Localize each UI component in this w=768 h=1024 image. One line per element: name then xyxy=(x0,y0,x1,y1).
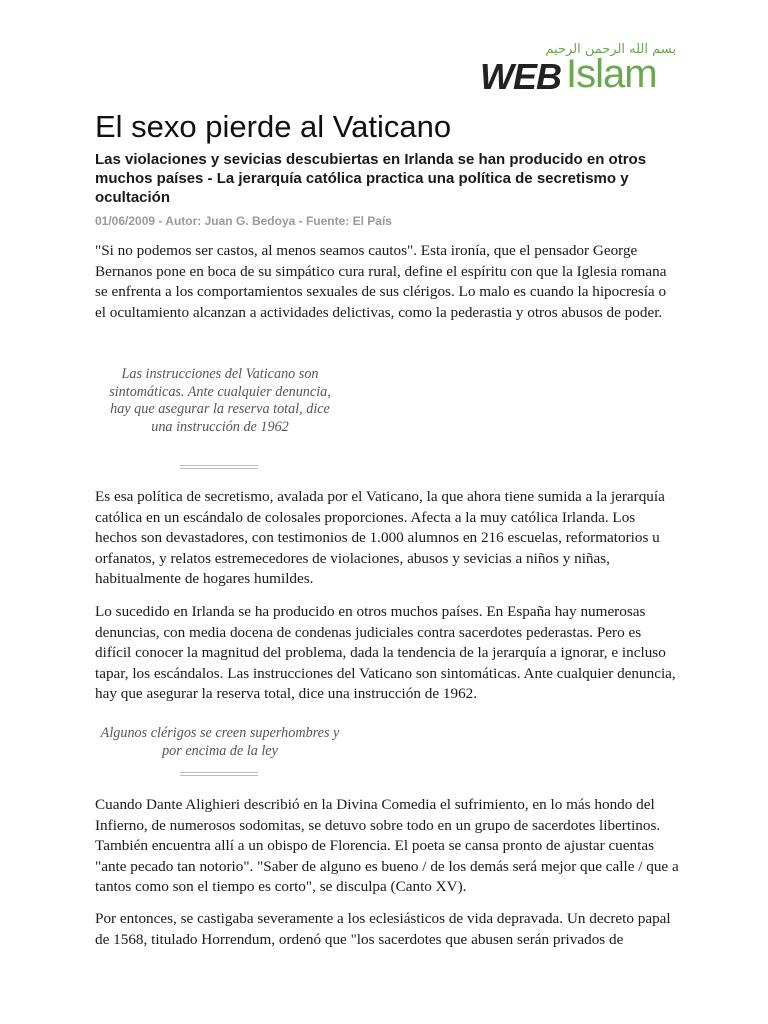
pull-quote: Las instrucciones del Vaticano son sintomáticas. Ante cualquier denuncia, hay que asegurar la reserva total, dice una instrucción de 1962 xyxy=(109,366,331,435)
article-subtitle: Las violaciones y sevicias descubiertas en Irlanda se han producido en otros muchos países - La jerarquía católica practica una política de secretismo y ocultación xyxy=(95,151,647,206)
article-paragraph: Es esa política de secretismo, avalada por el Vaticano, la que ahora tiene sumida a la jerarquía católica en un escándalo de colosales proporciones. Afecta a la muy católica Irlanda. Los hechos son devastadores, con testimonios de 1.000 alumnos en 216 escuelas, reformatorios u orfanatos, y relatos estremecedores de violaciones, abusos y sevicias a niños y niñas, habitualmente de hogares humildes. xyxy=(95,488,665,587)
pull-quote-divider xyxy=(180,465,258,469)
pull-quote-divider xyxy=(180,772,258,776)
webislam-logo xyxy=(480,42,680,98)
pull-quote: Algunos clérigos se creen superhombres y por encima de la ley xyxy=(100,725,340,759)
logo-web-text: WEB xyxy=(480,56,561,97)
logo-islam-text: Islam xyxy=(566,52,657,96)
article-paragraph: "Si no podemos ser castos, al menos seamos cautos". Esta ironía, que el pensador George Bernanos pone en boca de su simpático cura rural, define el espíritu con que la Iglesia romana se enfrenta a los comportamientos sexuales de sus clérigos. Lo malo es cuando la hipocresía o el ocultamiento alcanzan a actividades delictivas, como la pederastia y otros abusos de poder. xyxy=(95,242,667,321)
article-paragraph: Por entonces, se castigaba severamente a los eclesiásticos de vida depravada. Un decreto papal de 1568, titulado Horrendum, ordenó que "los sacerdotes que abusen serán privados de xyxy=(95,910,671,948)
article-meta: 01/06/2009 - Autor: Juan G. Bedoya - Fuente: El País xyxy=(95,214,392,228)
article-title: El sexo pierde al Vaticano xyxy=(95,109,452,144)
article-paragraph: Lo sucedido en Irlanda se ha producido en otros muchos países. En España hay numerosas denuncias, con media docena de condenas judiciales contra sacerdotes pederastas. Pero es difícil conocer la magnitud del problema, dada la tendencia de la jerarquía a ignorar, e incluso tapar, los escándalos. Las instrucciones del Vaticano son sintomáticas. Ante cualquier denuncia, hay que asegurar la reserva total, dice una instrucción de 1962. xyxy=(95,603,676,702)
logo-arabic-calligraphy: بسم الله الرحمن الرحيم xyxy=(545,42,676,57)
article-paragraph: Cuando Dante Alighieri describió en la Divina Comedia el sufrimiento, en lo más hondo del Infierno, de numerosos sodomitas, se detuvo sobre todo en un grupo de sacerdotes libertinos. También encuentra allí a un obispo de Florencia. El poeta se cansa pronto de ajustar cuentas "ante pecado tan notorio". "Saber de alguno es bueno / de los demás será mejor que calle / que a tantos como son el tiempo es corto", se disculpa (Canto XV). xyxy=(95,796,679,895)
